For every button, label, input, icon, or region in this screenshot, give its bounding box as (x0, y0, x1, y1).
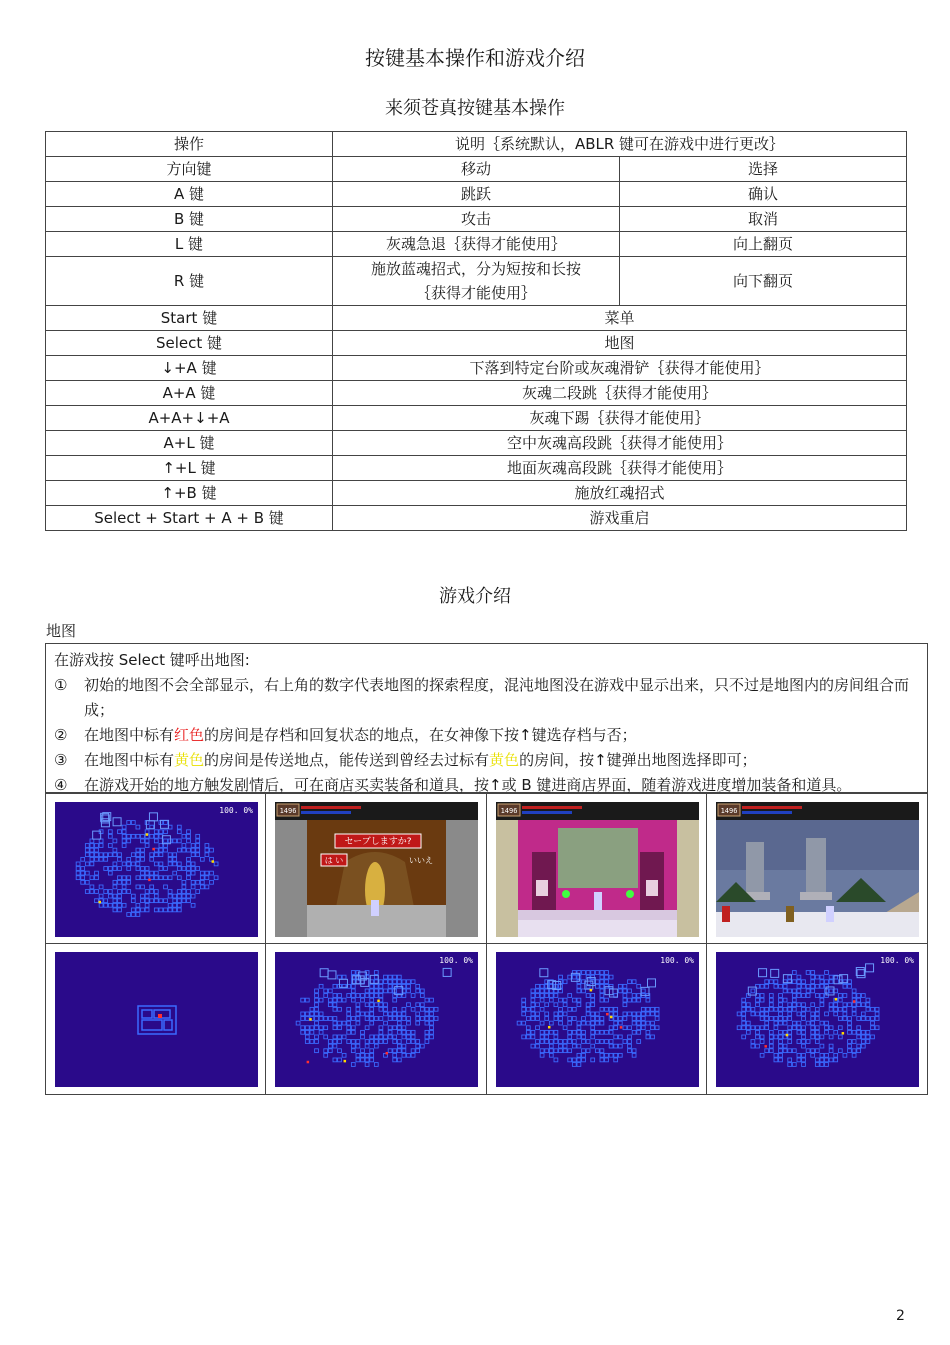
key-cell: B 键 (46, 207, 333, 232)
item-text (84, 748, 919, 773)
key-cell: ↑+B 键 (46, 481, 333, 506)
function-cell: 菜单 (333, 306, 907, 331)
save-yes: は い (324, 856, 344, 865)
item-text: 在游戏开始的地方触发剧情后，可在商店买卖装备和道具，按↑或 B 键进商店界面，随着游戏进度增加装备和道具。 (84, 776, 852, 794)
game-function-cell: 跳跃 (333, 182, 620, 207)
key-cell: A+A+↓+A (46, 406, 333, 431)
screenshot-save-room (275, 802, 478, 937)
key-cell: 方向键 (46, 157, 333, 182)
item-number: ④ (54, 776, 68, 794)
table-row (46, 182, 907, 207)
key-cell: Start 键 (46, 306, 333, 331)
menu-function-cell: 确认 (620, 182, 907, 207)
game-function-cell: 移动 (333, 157, 620, 182)
grid-cell (487, 944, 707, 1094)
screenshot-grid (45, 793, 928, 1095)
key-cell: ↑+L 键 (46, 456, 333, 481)
key-cell: ↓+A 键 (46, 356, 333, 381)
header-desc: 说明｛系统默认，ABLR 键可在游戏中进行更改｝ (333, 132, 907, 157)
screenshot-map-progress-2 (496, 952, 699, 1087)
table-row (46, 207, 907, 232)
yellow-highlight: 黄色 (174, 751, 205, 769)
grid-cell (487, 794, 707, 944)
key-cell: A+L 键 (46, 431, 333, 456)
key-cell: L 键 (46, 232, 333, 257)
controls-table (45, 131, 907, 531)
menu-function-cell: 取消 (620, 207, 907, 232)
menu-function-cell: 选择 (620, 157, 907, 182)
menu-function-cell: 向上翻页 (620, 232, 907, 257)
text-part: 的房间，按↑键弹出地图选择即可； (519, 751, 757, 769)
key-cell: R 键 (46, 257, 333, 306)
table-row (46, 356, 907, 381)
function-cell: 下落到特定台阶或灰魂滑铲｛获得才能使用｝ (333, 356, 907, 381)
table-row (46, 506, 907, 531)
hp-value: 1496 (279, 807, 297, 815)
function-cell: 灰魂二段跳｛获得才能使用｝ (333, 381, 907, 406)
function-cell: 灰魂下踢｛获得才能使用｝ (333, 406, 907, 431)
screenshot-map-progress-1 (275, 952, 478, 1087)
section-title-intro: 游戏介绍 (439, 586, 511, 607)
text-part: 的房间是传送地点，能传送到曾经去过标有 (204, 751, 490, 769)
menu-function-cell: 向下翻页 (620, 257, 907, 306)
screenshot-castle-entrance (716, 802, 919, 937)
list-item (54, 723, 919, 748)
table-row (46, 306, 907, 331)
table-row (46, 157, 907, 182)
screenshot-map-full (55, 802, 258, 937)
screenshot-map-initial (55, 952, 258, 1087)
function-cell: 游戏重启 (333, 506, 907, 531)
yellow-highlight: 黄色 (489, 751, 520, 769)
list-item (54, 673, 919, 723)
map-desc-intro: 在游戏按 Select 键呼出地图: (54, 651, 250, 669)
text-part: 的房间是存档和回复状态的地点，在女神像下按↑键选存档与否； (204, 726, 637, 744)
table-row (46, 431, 907, 456)
key-cell: Select + Start + A + B 键 (46, 506, 333, 531)
grid-cell (707, 944, 927, 1094)
key-cell: A 键 (46, 182, 333, 207)
game-function-cell (333, 257, 620, 306)
grid-cell (707, 794, 927, 944)
table-row (46, 331, 907, 356)
function-cell: 施放红魂招式 (333, 481, 907, 506)
item-number: ③ (54, 751, 68, 769)
screenshot-warp-room (496, 802, 699, 937)
grid-cell (266, 944, 486, 1094)
screenshot-map-progress-3 (716, 952, 919, 1087)
map-description-box (45, 643, 928, 793)
map-percent: 100. 0% (439, 956, 474, 965)
grid-cell (46, 794, 266, 944)
text-part: 在地图中标有 (84, 726, 175, 744)
page-number: 2 (896, 1308, 905, 1324)
table-row (46, 406, 907, 431)
table-row (46, 456, 907, 481)
hp-value: 1496 (500, 807, 517, 815)
map-percent: 100. 0% (659, 956, 694, 965)
save-no: いいえ (409, 856, 434, 865)
item-number: ① (54, 676, 68, 694)
table-row (46, 381, 907, 406)
game-function-cell: 攻击 (333, 207, 620, 232)
grid-cell (266, 794, 486, 944)
table-row (46, 481, 907, 506)
save-prompt: セーブしますか? (344, 837, 412, 847)
table-row (46, 257, 907, 306)
function-cell: 地图 (333, 331, 907, 356)
function-line: ｛获得才能使用｝ (415, 284, 536, 302)
table-header-row (46, 132, 907, 157)
grid-cell (46, 944, 266, 1094)
function-line: 施放蓝魂招式，分为短按和长按 (370, 260, 581, 278)
item-text: 初始的地图不会全部显示，右上角的数字代表地图的探索程度，混沌地图没在游戏中显示出来，只不过是地图内的房间组合而成； (84, 676, 910, 719)
function-cell: 空中灰魂高段跳｛获得才能使用｝ (333, 431, 907, 456)
map-percent: 100. 0% (880, 956, 914, 965)
text-part: 在地图中标有 (84, 751, 175, 769)
function-cell: 地面灰魂高段跳｛获得才能使用｝ (333, 456, 907, 481)
page-title: 按键基本操作和游戏介绍 (365, 46, 585, 70)
table-row (46, 232, 907, 257)
section-title-keys: 来须苍真按键基本操作 (385, 98, 565, 119)
header-op: 操作 (46, 132, 333, 157)
red-highlight: 红色 (174, 726, 205, 744)
item-text (84, 723, 919, 748)
item-number: ② (54, 726, 68, 744)
map-percent: 100. 0% (219, 806, 253, 815)
game-function-cell: 灰魂急退｛获得才能使用｝ (333, 232, 620, 257)
list-item (54, 748, 919, 773)
key-cell: A+A 键 (46, 381, 333, 406)
map-label: 地图 (46, 622, 77, 640)
hp-value: 1496 (720, 807, 738, 815)
key-cell: Select 键 (46, 331, 333, 356)
